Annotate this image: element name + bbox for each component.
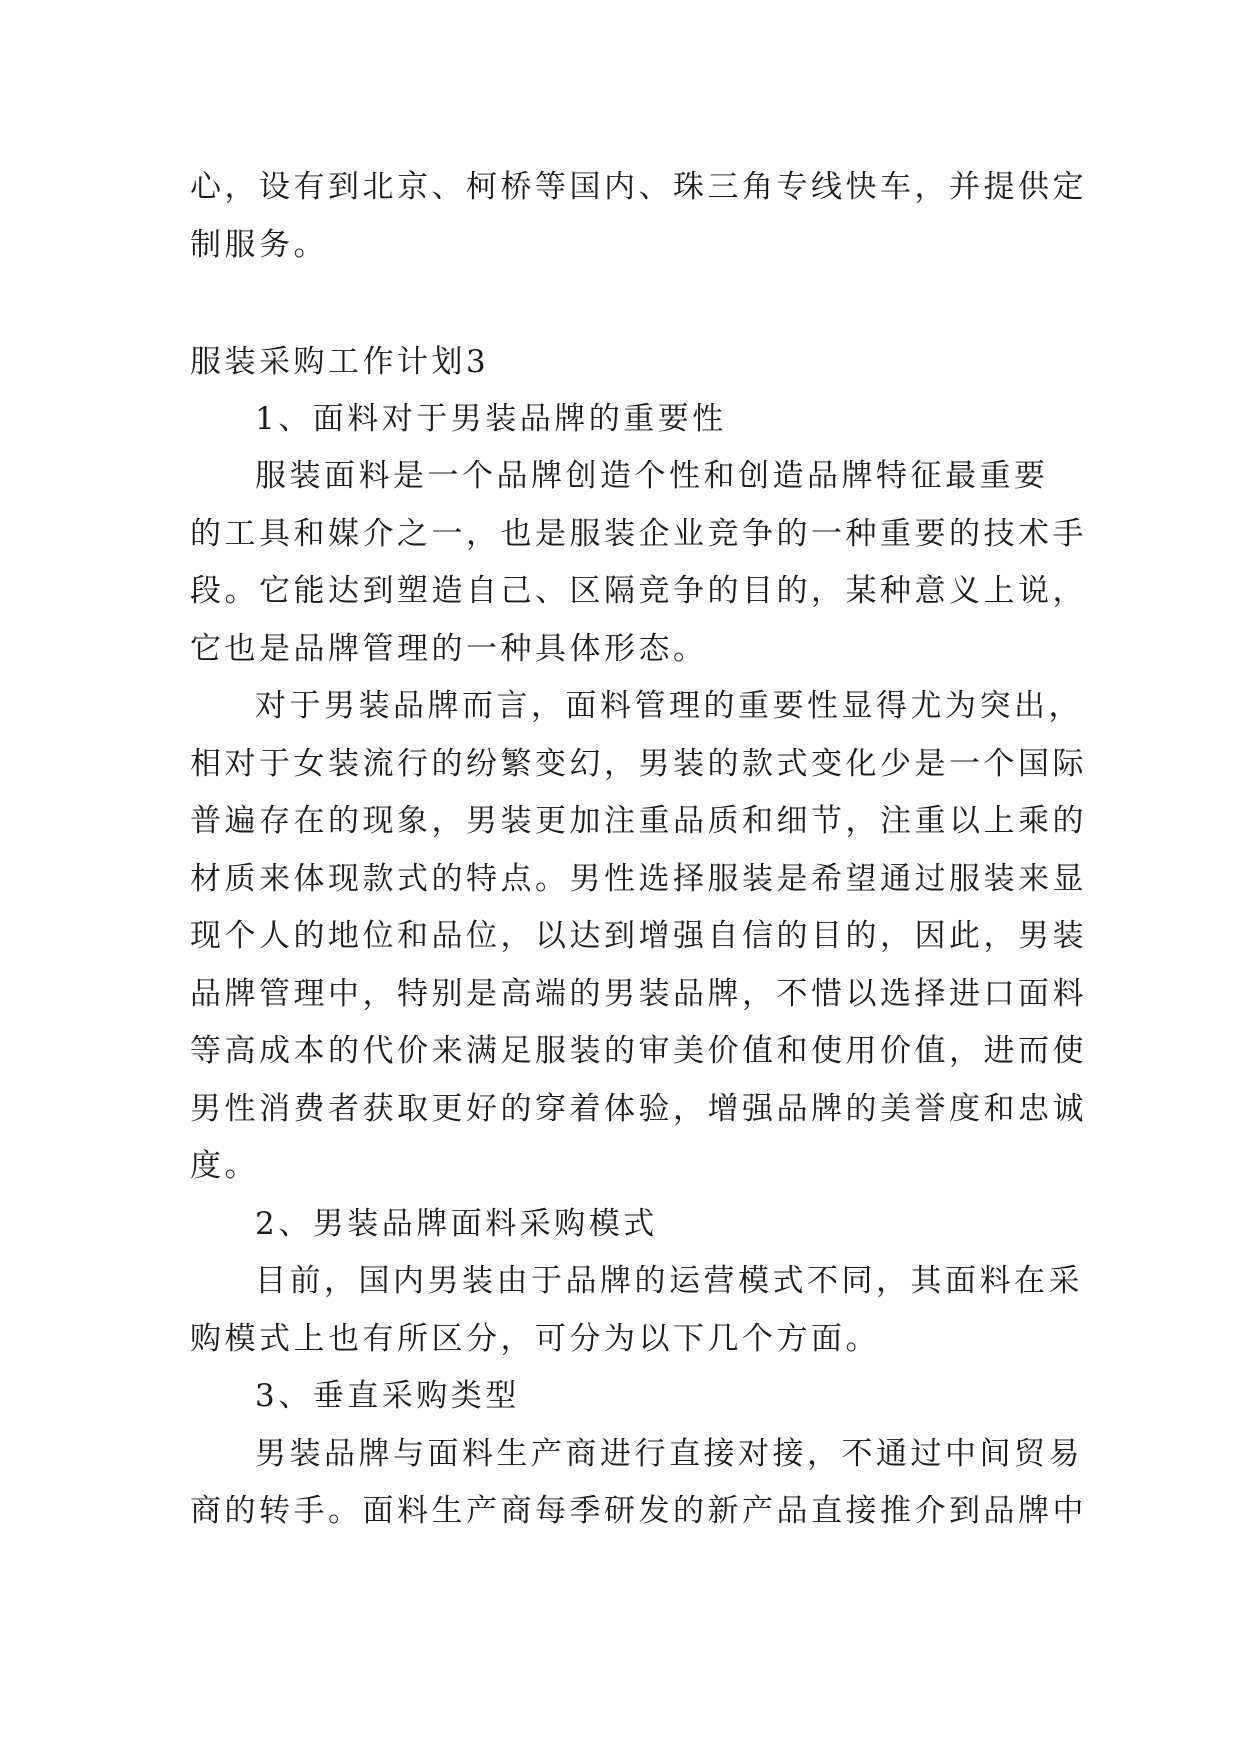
paragraph-line: 的工具和媒介之一，也是服装企业竞争的一种重要的技术手 xyxy=(190,516,1087,552)
paragraph-line: 目前，国内男装由于品牌的运营模式不同，其面料在采 xyxy=(255,1263,1083,1299)
paragraph-line: 现个人的地位和品位，以达到增强自信的目的，因此，男装 xyxy=(190,918,1087,954)
paragraph-line: 相对于女装流行的纷繁变幻，男装的款式变化少是一个国际 xyxy=(190,746,1087,782)
paragraph-line: 男性消费者获取更好的穿着体验，增强品牌的美誉度和忠诚 xyxy=(190,1091,1087,1127)
paragraph-line: 对于男装品牌而言，面料管理的重要性显得尤为突出， xyxy=(255,688,1083,724)
paragraph-line: 它也是品牌管理的一种具体形态。 xyxy=(190,631,708,667)
paragraph-line: 商的转手。面料生产商每季研发的新产品直接推介到品牌中 xyxy=(190,1493,1087,1529)
text-line: 心，设有到北京、柯桥等国内、珠三角专线快车，并提供定 xyxy=(190,169,1087,205)
paragraph-line: 段。它能达到塑造自己、区隔竞争的目的，某种意义上说， xyxy=(190,573,1087,609)
paragraph-line: 服装面料是一个品牌创造个性和创造品牌特征最重要 xyxy=(255,458,1049,494)
section-title: 服装采购工作计划3 xyxy=(190,344,490,380)
paragraph-line: 等高成本的代价来满足服装的审美价值和使用价值，进而使 xyxy=(190,1033,1087,1069)
paragraph-line: 度。 xyxy=(190,1148,259,1184)
paragraph-line: 男装品牌与面料生产商进行直接对接，不通过中间贸易 xyxy=(255,1436,1083,1472)
paragraph-line: 材质来体现款式的特点。男性选择服装是希望通过服装来显 xyxy=(190,861,1087,897)
subheading: 3、垂直采购类型 xyxy=(255,1378,520,1414)
paragraph-line: 普遍存在的现象，男装更加注重品质和细节，注重以上乘的 xyxy=(190,803,1087,839)
paragraph-line: 品牌管理中，特别是高端的男装品牌，不惜以选择进口面料 xyxy=(190,976,1087,1012)
paragraph-line: 购模式上也有所区分，可分为以下几个方面。 xyxy=(190,1321,880,1357)
subheading: 1、面料对于男装品牌的重要性 xyxy=(255,401,727,437)
text-line: 制服务。 xyxy=(190,227,328,263)
subheading: 2、男装品牌面料采购模式 xyxy=(255,1206,658,1242)
